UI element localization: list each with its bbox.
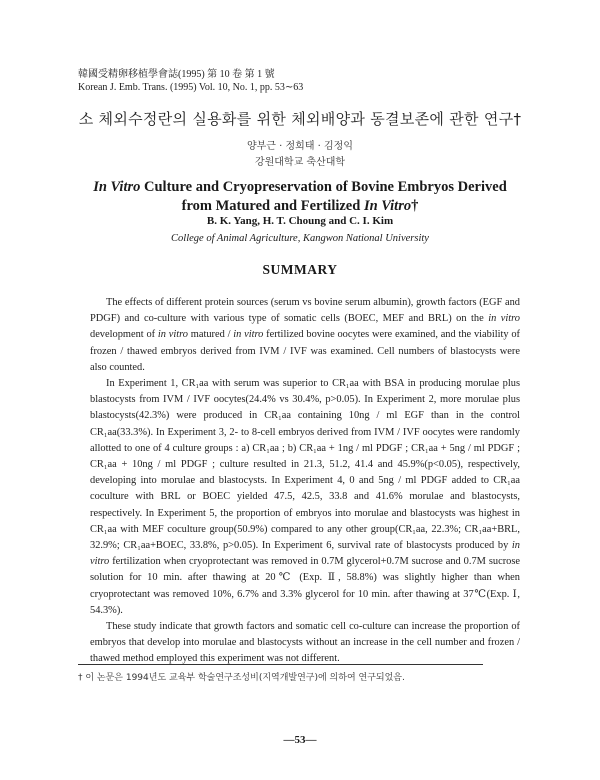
p1-text-a: The effects of different protein sources (serum vs bovine serum albumin), growth factors (EGF and PDGF) and co-culture with various type of somatic cells (BOEC, MEF and BRL) on the — [90, 297, 520, 325]
summary-body — [90, 295, 520, 668]
p1-italic-2: in vitro — [157, 329, 188, 341]
english-affiliation: College of Animal Agriculture, Kangwon National University — [171, 233, 429, 244]
p1-text-d: fertilized bovine oocytes were examined, and the viability of frozen / thawed embryos derived from IVM / IVF was examined. Cell numbers of blastocysts were also counted. — [90, 329, 521, 373]
korean-title: 소 체외수정란의 실용화를 위한 체외배양과 동결보존에 관한 연구† — [78, 110, 522, 128]
p2-text-a: In Experiment 1, CR₁aa with serum was superior to CR₁aa with BSA in producing morulae plus blastocysts from IVM / IVF oocytes(24.4% vs 30.4%, p>0.05). In Experiment 2, more morulae plus blastocysts(42.3%) were produced in CR₁aa containing 10ng / ml EGF than in the control CR₁aa(33.3%). In Experiment 3, 2- to 8-cell embryos derived from IVM / IVF oocytes were randomly allotted to one of 4 culture groups : a) CR₁aa ; b) CR₁aa + 1ng / ml PDGF ; CR₁aa + 5ng / ml PDGF ; CR₁aa + 10ng / ml PDGF ; culture resulted in 21.3, 51.2, 41.4 and 45.9%(p<0.05), respectively, developing into morulae and blastocysts. In Experiment 4, 0 and 5ng / ml PDGF added to CR₁aa coculture with BRL or BOEC yielded 47.5, 42.5, 33.8 and 41.6% morulae and blastocysts, respectively. In Experiment 5, the proportion of embryos into morulae and blastocysts was highest in CR₁aa with MEF coculture group(50.9%) compared to any other group(CR₁aa, 22.3%; CR₁aa+BRL, 32.9%; CR₁aa+BOEC, 33.8%, p>0.05). In Experiment 6, survival rate of blastocysts produced by — [90, 378, 520, 552]
p1-text-c: matured / — [187, 329, 234, 341]
page-number: —53— — [283, 734, 317, 746]
footnote: † 이 논문은 1994년도 교육부 학술연구조성비(지역개발연구)에 의하여 연구되었음. — [78, 673, 405, 683]
journal-citation-english: Korean J. Emb. Trans. (1995) Vol. 10, No. 1, pp. 53∼63 — [78, 82, 304, 93]
english-authors: B. K. Yang, H. T. Choung and C. I. Kim — [206, 215, 394, 227]
title-text-2: from Matured and Fertilized — [181, 198, 364, 214]
p1-text-b: development of — [90, 329, 158, 341]
summary-heading: SUMMARY — [262, 262, 338, 277]
p1-italic-1: in vitro — [488, 313, 521, 325]
footnote-divider — [78, 664, 483, 665]
summary-paragraph-2 — [90, 376, 520, 619]
p2-italic-1: in vitro — [90, 540, 520, 568]
korean-affiliation: 강원대학교 축산대학 — [254, 157, 346, 168]
journal-citation-korean: 韓國受精卵移植學會誌(1995) 第 10 卷 第 1 號 — [78, 69, 275, 80]
english-title-line-1 — [0, 178, 600, 197]
korean-authors: 양부근 · 정희태 · 김정익 — [246, 141, 353, 152]
p1-italic-3: in vitro — [233, 329, 264, 341]
journal-header — [78, 68, 303, 94]
title-dagger: † — [411, 198, 419, 214]
english-title-line-2 — [0, 197, 600, 216]
p2-text-b: fertilization when cryoprotectant was removed in 0.7M glycerol+0.7M sucrose and 0.7M sucrose solution for 10 min. after thawing at 20℃ (Exp. Ⅱ, 58.8%) was slightly higher than when cryoprotectant was removed 10%, 6.7% and 3.3% glycerol for 10 min. after thawing at 37℃(Exp. Ⅰ, 54.3%). — [90, 556, 520, 616]
title-text-1: Culture and Cryopreservation of Bovine Embryos Derived — [140, 179, 507, 195]
summary-paragraph-1 — [90, 295, 520, 376]
title-italic-in-vitro-2: In Vitro — [363, 198, 412, 214]
summary-paragraph-3: These study indicate that growth factors and somatic cell co-culture can increase the proportion of embryos that develop into morulae and blastocysts without an increase in the cell number and frozen / thawed method employed this experiment was not different. — [90, 621, 520, 665]
english-title — [0, 178, 600, 216]
title-italic-in-vitro-1: In Vitro — [93, 179, 141, 195]
